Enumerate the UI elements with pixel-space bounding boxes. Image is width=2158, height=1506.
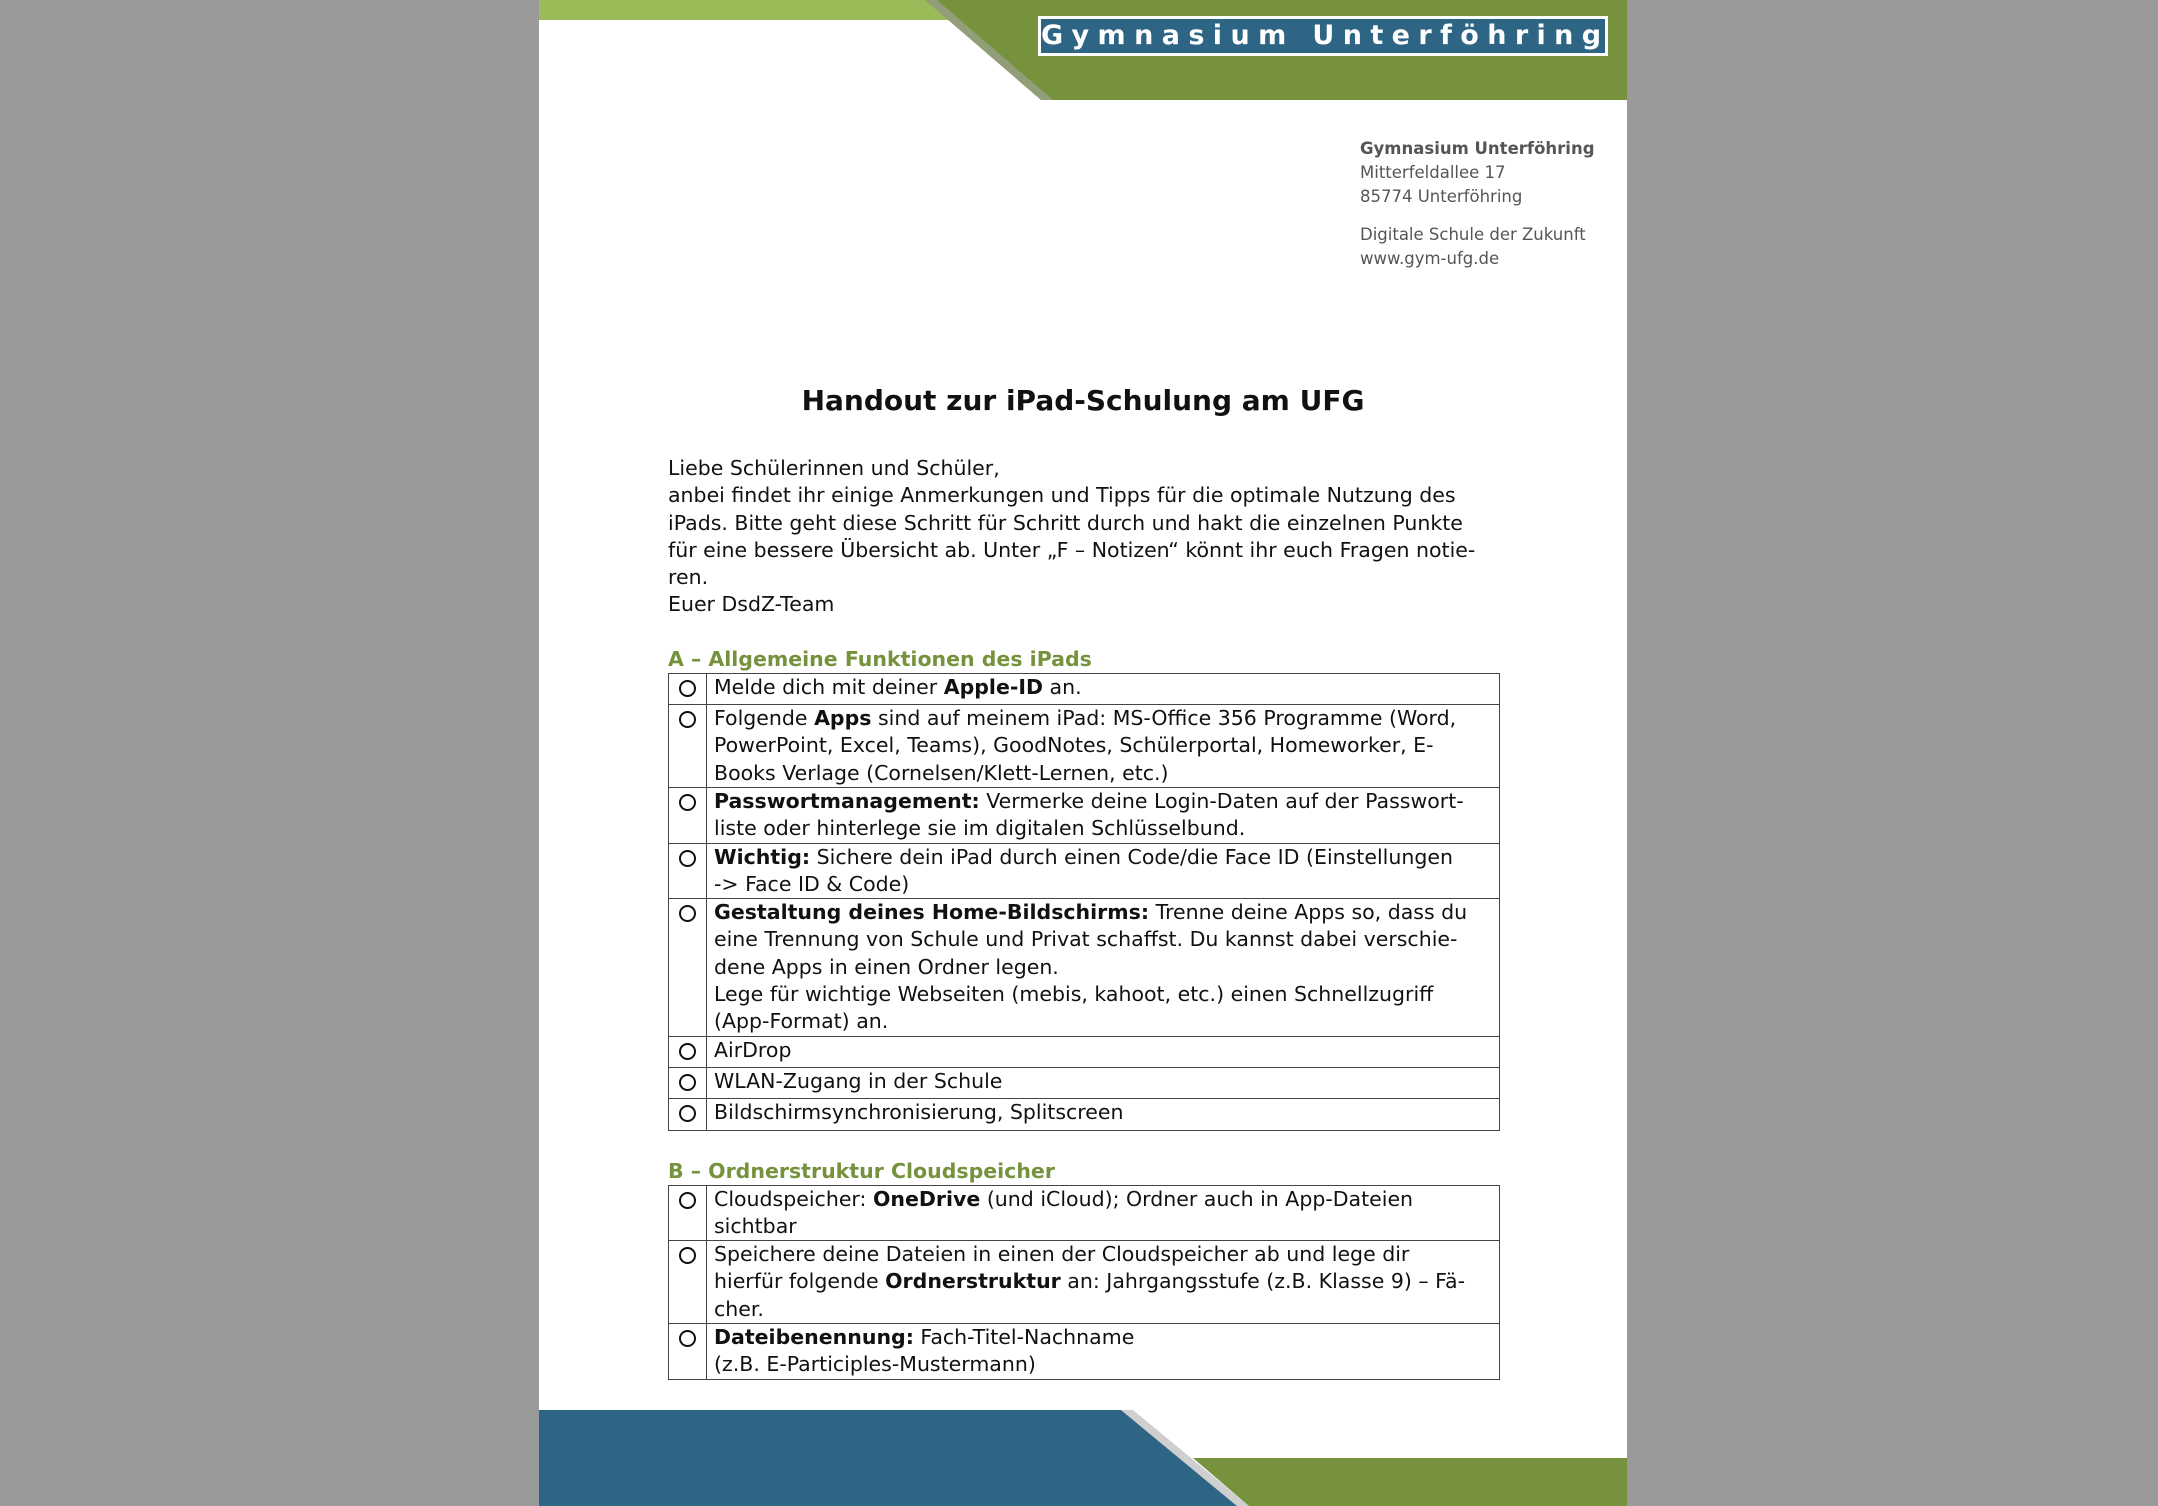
footer-blue-band xyxy=(539,1410,1237,1506)
item-keyword: Apple-ID xyxy=(943,674,1044,699)
document-title: Handout zur iPad-Schulung am UFG xyxy=(801,384,1365,417)
checklist-table xyxy=(668,673,1500,1131)
item-text: AirDrop xyxy=(714,1037,792,1062)
item-text: Fach-Titel-Nachname xyxy=(913,1325,1135,1350)
item-line xyxy=(714,1241,1493,1268)
checkbox-cell xyxy=(669,1185,707,1241)
item-line xyxy=(714,981,1493,1008)
item-keyword: Ordnerstruktur xyxy=(885,1269,1061,1294)
item-text: Folgende xyxy=(714,706,815,731)
item-line xyxy=(714,1324,1493,1351)
item-line xyxy=(714,1008,1493,1035)
intro-line: für eine bessere Übersicht ab. Unter „F – Notizen“ könnt ihr euch Fragen notie- xyxy=(668,537,1476,562)
item-keyword: Dateibenennung: xyxy=(714,1325,914,1350)
checkbox-cell xyxy=(669,843,707,899)
item-text: WLAN-Zugang in der Schule xyxy=(714,1068,1003,1093)
checklist-sections xyxy=(668,646,1501,1380)
checkbox-cell xyxy=(669,673,707,704)
item-line xyxy=(714,844,1493,871)
checklist-row xyxy=(669,1324,1500,1380)
website-link[interactable]: www.gym-ufg.de xyxy=(1360,249,1500,268)
checkbox-circle-icon[interactable] xyxy=(679,1192,696,1209)
intro-text xyxy=(668,455,1501,619)
item-text: -> Face ID & Code) xyxy=(714,871,910,896)
item-text: PowerPoint, Excel, Teams), GoodNotes, Schülerportal, Homeworker, E- xyxy=(714,733,1434,758)
item-text: an. xyxy=(1043,674,1082,699)
checklist-row xyxy=(669,673,1500,704)
intro-line: ren. xyxy=(668,565,709,590)
checkbox-cell xyxy=(669,899,707,1036)
item-line xyxy=(714,788,1493,815)
item-line xyxy=(714,732,1493,759)
item-text: (z.B. E-Participles-Mustermann) xyxy=(714,1352,1036,1377)
item-text: Speichere deine Dateien in einen der Cloudspeicher ab und lege dir xyxy=(714,1242,1410,1267)
checkbox-circle-icon[interactable] xyxy=(679,680,696,697)
checklist-item-text xyxy=(707,843,1500,899)
checklist-table xyxy=(668,1185,1500,1380)
checklist-item-text xyxy=(707,1067,1500,1098)
checkbox-circle-icon[interactable] xyxy=(679,1247,696,1264)
item-line xyxy=(714,1213,1493,1240)
checklist-item-text xyxy=(707,673,1500,704)
checkbox-circle-icon[interactable] xyxy=(679,850,696,867)
checkbox-circle-icon[interactable] xyxy=(679,711,696,728)
item-text: dene Apps in einen Ordner legen. xyxy=(714,954,1059,979)
section-heading: A – Allgemeine Funktionen des iPads xyxy=(668,646,1092,671)
item-keyword: Apps xyxy=(814,706,872,731)
item-keyword: OneDrive xyxy=(872,1186,981,1211)
footer-green-band xyxy=(1193,1458,1627,1506)
checklist-item-text xyxy=(707,705,1500,788)
checkbox-circle-icon[interactable] xyxy=(679,1074,696,1091)
item-line xyxy=(714,1268,1493,1295)
checkbox-cell xyxy=(669,1067,707,1098)
intro-line: anbei findet ihr einige Anmerkungen und Tipps für die optimale Nutzung des xyxy=(668,483,1456,508)
item-text: Lege für wichtige Webseiten (mebis, kahoot, etc.) einen Schnellzugriff xyxy=(714,982,1434,1007)
checkbox-cell xyxy=(669,1036,707,1067)
checkbox-cell xyxy=(669,705,707,788)
checklist-item-text xyxy=(707,787,1500,843)
checklist-row xyxy=(669,1067,1500,1098)
item-text: an: Jahrgangsstufe (z.B. Klasse 9) – Fä- xyxy=(1060,1269,1466,1294)
checkbox-cell xyxy=(669,1099,707,1130)
item-text: liste oder hinterlege sie im digitalen Schlüsselbund. xyxy=(714,816,1246,841)
item-line xyxy=(714,899,1493,926)
checklist-row xyxy=(669,1241,1500,1324)
footer-decoration xyxy=(539,1410,1627,1506)
item-line xyxy=(714,926,1493,953)
item-text: sichtbar xyxy=(714,1213,797,1238)
school-name-banner: Gymnasium Unterföhring xyxy=(1038,16,1608,56)
item-text: (und iCloud); Ordner auch in App-Dateien xyxy=(980,1186,1414,1211)
checklist-item-text xyxy=(707,899,1500,1036)
item-text: hierfür folgende xyxy=(714,1269,886,1294)
item-line xyxy=(714,674,1493,701)
item-line xyxy=(714,871,1493,898)
checklist-item-text xyxy=(707,1185,1500,1241)
checkbox-circle-icon[interactable] xyxy=(679,1105,696,1122)
checklist-row xyxy=(669,843,1500,899)
intro-line: iPads. Bitte geht diese Schritt für Schritt durch und hakt die einzelnen Punkte xyxy=(668,510,1463,535)
checklist-item-text xyxy=(707,1324,1500,1380)
address-motto: Digitale Schule der Zukunft xyxy=(1360,225,1586,244)
item-line xyxy=(714,705,1493,732)
item-keyword: Passwortmanagement: xyxy=(714,788,980,813)
item-text: Bildschirmsynchronisierung, Splitscreen xyxy=(714,1100,1124,1125)
checkbox-circle-icon[interactable] xyxy=(679,1330,696,1347)
item-keyword: Wichtig: xyxy=(714,844,811,869)
checklist-row xyxy=(669,1185,1500,1241)
checkbox-cell xyxy=(669,787,707,843)
item-line xyxy=(714,1296,1493,1323)
item-text: Melde dich mit deiner xyxy=(714,674,944,699)
checkbox-cell xyxy=(669,1241,707,1324)
item-text: (App-Format) an. xyxy=(714,1009,889,1034)
item-line xyxy=(714,1037,1493,1064)
item-line xyxy=(714,1186,1493,1213)
address-street: Mitterfeldallee 17 xyxy=(1360,163,1506,182)
address-city: 85774 Unterföhring xyxy=(1360,187,1523,206)
address-school-name: Gymnasium Unterföhring xyxy=(1360,139,1595,158)
school-address xyxy=(1360,137,1595,271)
item-line xyxy=(714,1099,1493,1126)
checklist-row xyxy=(669,899,1500,1036)
intro-signature: Euer DsdZ-Team xyxy=(668,592,835,617)
checkbox-circle-icon[interactable] xyxy=(679,1043,696,1060)
checkbox-circle-icon[interactable] xyxy=(679,794,696,811)
item-text: Books Verlage (Cornelsen/Klett-Lernen, etc.) xyxy=(714,760,1169,785)
item-text: cher. xyxy=(714,1296,764,1321)
item-text: Cloudspeicher: xyxy=(714,1186,873,1211)
item-line xyxy=(714,1068,1493,1095)
checklist-item-text xyxy=(707,1241,1500,1324)
checklist-row xyxy=(669,787,1500,843)
item-text: Vermerke deine Login-Daten auf der Passwort- xyxy=(979,788,1464,813)
item-text: sind auf meinem iPad: MS-Office 356 Programme (Word, xyxy=(871,706,1457,731)
item-text: eine Trennung von Schule und Privat schaffst. Du kannst dabei verschie- xyxy=(714,927,1458,952)
document-body xyxy=(668,455,1501,1380)
checklist-item-text xyxy=(707,1099,1500,1130)
item-keyword: Gestaltung deines Home-Bildschirms: xyxy=(714,900,1150,925)
checklist-row xyxy=(669,705,1500,788)
item-line xyxy=(714,760,1493,787)
checkbox-circle-icon[interactable] xyxy=(679,905,696,922)
checklist-row xyxy=(669,1036,1500,1067)
item-line xyxy=(714,815,1493,842)
intro-greeting: Liebe Schülerinnen und Schüler, xyxy=(668,456,1000,480)
checklist-row xyxy=(669,1099,1500,1130)
item-text: Sichere dein iPad durch einen Code/die Face ID (Einstellungen xyxy=(810,844,1453,869)
document-page xyxy=(539,0,1627,1506)
item-line xyxy=(714,1351,1493,1378)
checkbox-cell xyxy=(669,1324,707,1380)
section-heading: B – Ordnerstruktur Cloudspeicher xyxy=(668,1158,1055,1183)
item-line xyxy=(714,954,1493,981)
item-text: Trenne deine Apps so, dass du xyxy=(1149,900,1468,925)
checklist-item-text xyxy=(707,1036,1500,1067)
